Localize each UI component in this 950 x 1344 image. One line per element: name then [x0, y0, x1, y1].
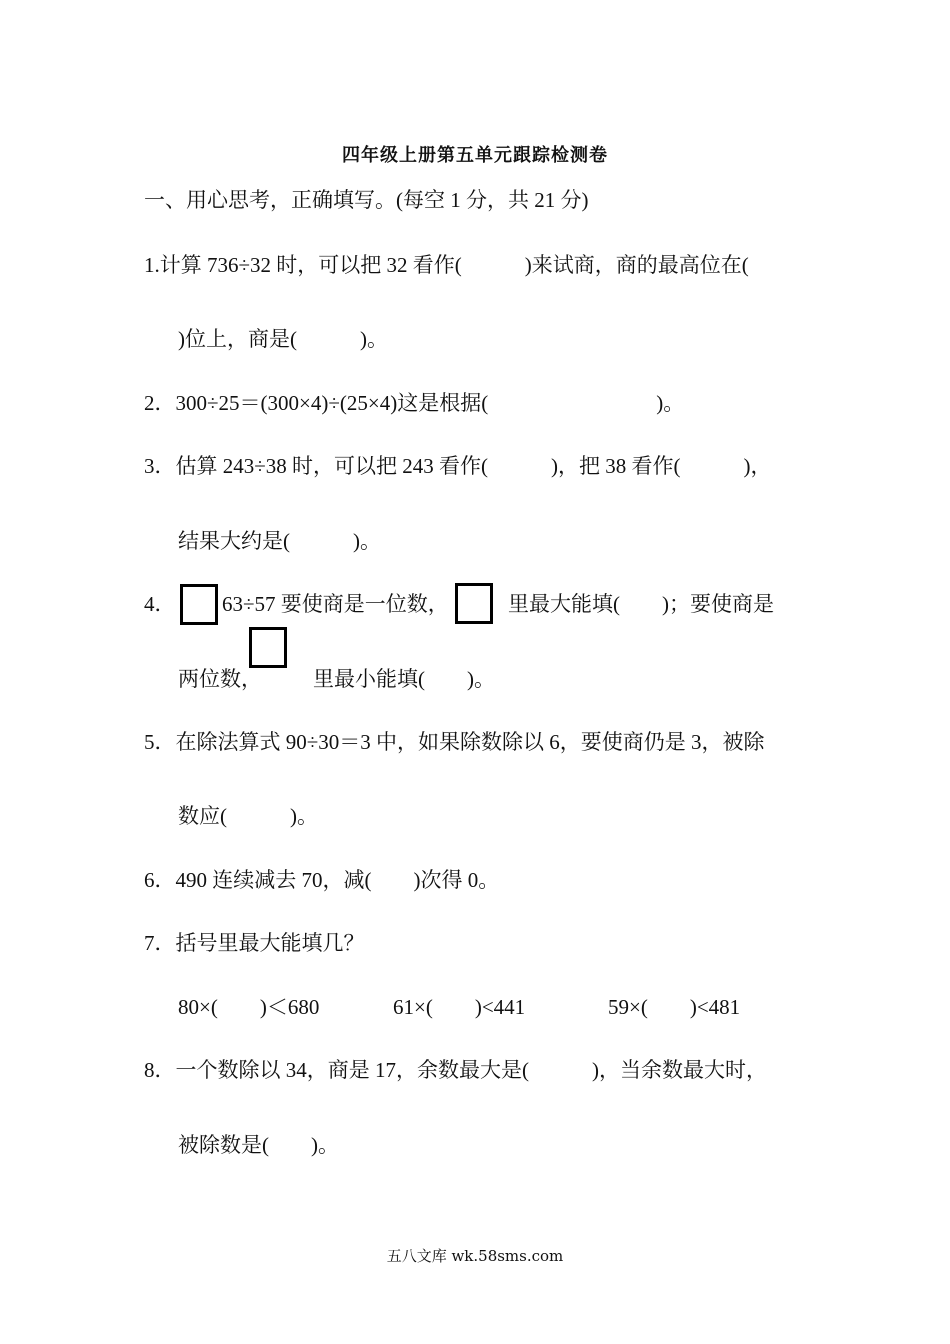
question-4-part-1: 63÷57 要使商是一位数，	[222, 592, 449, 616]
question-1-line-1: 1.计算 736÷32 时，可以把 32 看作( )来试商，商的最高位在(	[144, 253, 749, 277]
question-6: 6．490 连续减去 70，减( )次得 0。	[144, 868, 500, 892]
question-7-item-3: 59×( )<481	[608, 995, 741, 1019]
answer-blank-box	[455, 583, 493, 624]
footer-watermark: 五八文库 wk.58sms.com	[386, 1247, 564, 1265]
answer-blank-box	[249, 627, 287, 668]
question-8-line-2: 被除数是( )。	[178, 1133, 339, 1157]
page-title: 四年级上册第五单元跟踪检测卷	[342, 145, 608, 165]
question-7: 7．括号里最大能填几？	[144, 931, 365, 955]
question-4-line-2a: 两位数，	[178, 667, 262, 691]
question-4-line-2b: 里最小能填( )。	[313, 667, 495, 691]
question-4-number: 4．	[144, 592, 176, 616]
question-4-part-2: 里最大能填( )；要使商是	[508, 592, 774, 616]
question-5-line-2: 数应( )。	[178, 804, 318, 828]
question-1-line-2: )位上，商是( )。	[178, 327, 388, 351]
question-7-item-2: 61×( )<441	[393, 995, 526, 1019]
answer-blank-box	[180, 584, 218, 625]
question-3-line-2: 结果大约是( )。	[178, 529, 381, 553]
question-5-line-1: 5．在除法算式 90÷30＝3 中，如果除数除以 6，要使商仍是 3，被除	[144, 730, 765, 754]
question-3-line-1: 3．估算 243÷38 时，可以把 243 看作( )，把 38 看作( )，	[144, 454, 772, 478]
section-heading: 一、用心思考，正确填写。(每空 1 分，共 21 分)	[144, 188, 589, 212]
question-7-item-1: 80×( )＜680	[178, 995, 320, 1019]
question-8-line-1: 8．一个数除以 34，商是 17，余数最大是( )，当余数最大时，	[144, 1058, 767, 1082]
question-2: 2．300÷25＝(300×4)÷(25×4)这是根据( )。	[144, 391, 685, 415]
